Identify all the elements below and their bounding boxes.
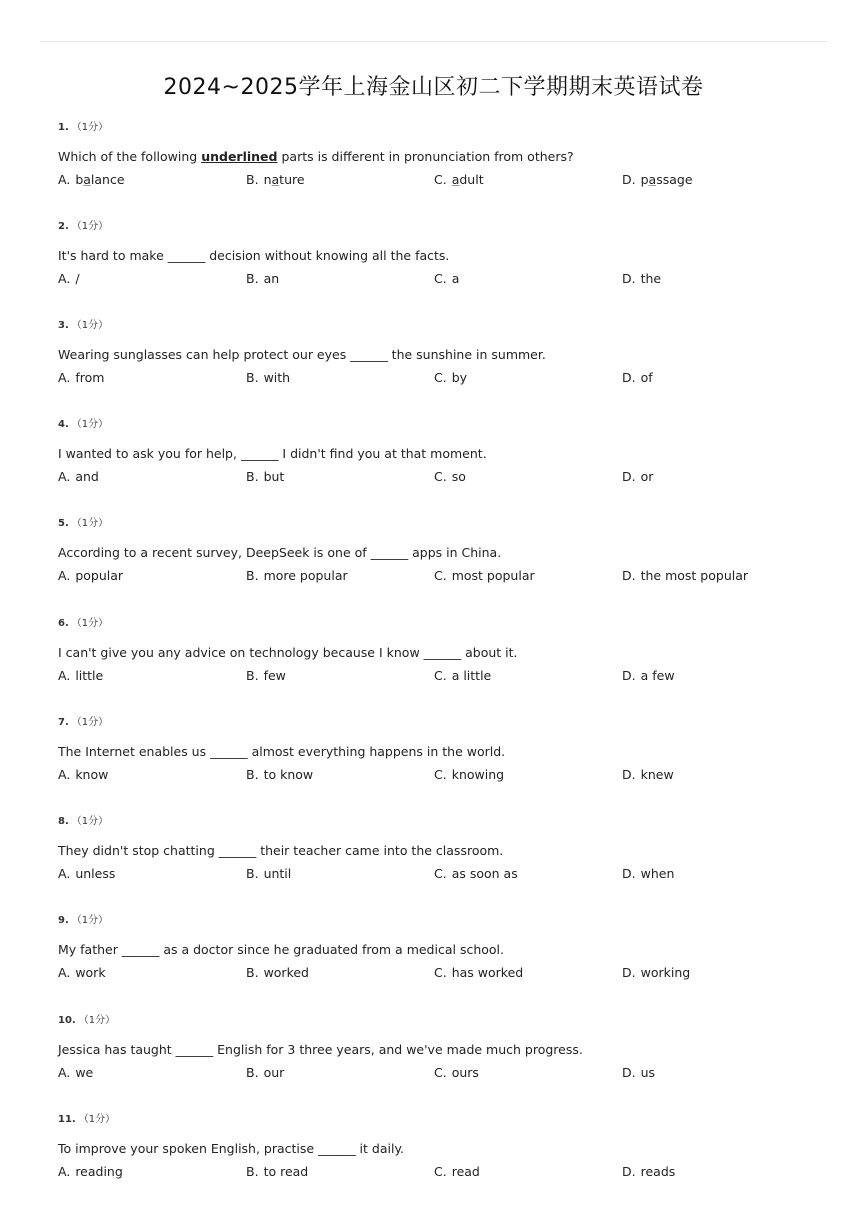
option-b[interactable]: B. an bbox=[246, 271, 280, 286]
options-row bbox=[58, 370, 838, 386]
option-a[interactable]: A. balance bbox=[58, 172, 125, 187]
question-text: Which of the following underlined parts is different in pronunciation from others? bbox=[58, 149, 574, 164]
option-d[interactable]: D. or bbox=[622, 469, 654, 484]
option-c[interactable]: C. most popular bbox=[434, 568, 535, 583]
question-text: It's hard to make ______ decision without knowing all the facts. bbox=[58, 248, 450, 263]
question-text: I wanted to ask you for help, ______ I didn't find you at that moment. bbox=[58, 446, 487, 461]
question-5 bbox=[58, 517, 838, 584]
option-a[interactable]: A. little bbox=[58, 668, 104, 683]
question-number: 2. （1分） bbox=[58, 221, 109, 232]
option-b[interactable]: B. until bbox=[246, 866, 292, 881]
option-c[interactable]: C. by bbox=[434, 370, 468, 385]
option-b[interactable]: B. few bbox=[246, 668, 286, 683]
question-number: 11. （1分） bbox=[58, 1114, 116, 1125]
question-4 bbox=[58, 418, 838, 485]
question-number: 7. （1分） bbox=[58, 717, 109, 728]
option-d[interactable]: D. reads bbox=[622, 1164, 676, 1179]
options-row bbox=[58, 172, 838, 188]
option-a[interactable]: A. from bbox=[58, 370, 105, 385]
option-c[interactable]: C. read bbox=[434, 1164, 480, 1179]
options-row bbox=[58, 668, 838, 684]
question-7 bbox=[58, 716, 838, 783]
question-6 bbox=[58, 617, 838, 684]
option-c[interactable]: C. a bbox=[434, 271, 460, 286]
question-9 bbox=[58, 914, 838, 981]
question-number: 1. （1分） bbox=[58, 122, 109, 133]
options-row bbox=[58, 866, 838, 882]
question-text: According to a recent survey, DeepSeek is one of ______ apps in China. bbox=[58, 545, 502, 560]
question-1 bbox=[58, 121, 838, 188]
option-a[interactable]: A. popular bbox=[58, 568, 124, 583]
question-number: 5. （1分） bbox=[58, 518, 109, 529]
option-b[interactable]: B. more popular bbox=[246, 568, 348, 583]
page-title: 2024~2025学年上海金山区初二下学期期末英语试卷 bbox=[163, 75, 704, 100]
option-c[interactable]: C. so bbox=[434, 469, 466, 484]
option-a[interactable]: A. and bbox=[58, 469, 99, 484]
option-d[interactable]: D. us bbox=[622, 1065, 656, 1080]
top-divider bbox=[40, 41, 827, 42]
question-number: 8. （1分） bbox=[58, 816, 109, 827]
option-a[interactable]: A. we bbox=[58, 1065, 94, 1080]
option-c[interactable]: C. as soon as bbox=[434, 866, 518, 881]
question-3 bbox=[58, 319, 838, 386]
option-d[interactable]: D. the bbox=[622, 271, 662, 286]
question-2 bbox=[58, 220, 838, 287]
options-row bbox=[58, 767, 838, 783]
option-b[interactable]: B. nature bbox=[246, 172, 305, 187]
question-10 bbox=[58, 1014, 838, 1081]
option-a[interactable]: A. unless bbox=[58, 866, 116, 881]
question-text: Jessica has taught ______ English for 3 three years, and we've made much progress. bbox=[58, 1042, 583, 1057]
option-c[interactable]: C. knowing bbox=[434, 767, 505, 782]
option-d[interactable]: D. a few bbox=[622, 668, 675, 683]
option-d[interactable]: D. the most popular bbox=[622, 568, 749, 583]
option-d[interactable]: D. working bbox=[622, 965, 691, 980]
question-number: 9. （1分） bbox=[58, 915, 109, 926]
options-row bbox=[58, 271, 838, 287]
question-text: My father ______ as a doctor since he graduated from a medical school. bbox=[58, 942, 504, 957]
options-row bbox=[58, 1164, 838, 1180]
question-number: 3. （1分） bbox=[58, 320, 109, 331]
option-b[interactable]: B. but bbox=[246, 469, 285, 484]
option-a[interactable]: A. work bbox=[58, 965, 106, 980]
question-11 bbox=[58, 1113, 838, 1180]
option-a[interactable]: A. know bbox=[58, 767, 109, 782]
question-text: To improve your spoken English, practise ______ it daily. bbox=[58, 1141, 405, 1156]
options-row bbox=[58, 965, 838, 981]
option-b[interactable]: B. to know bbox=[246, 767, 314, 782]
question-number: 4. （1分） bbox=[58, 419, 109, 430]
question-text: The Internet enables us ______ almost everything happens in the world. bbox=[58, 744, 506, 759]
question-8 bbox=[58, 815, 838, 882]
options-row bbox=[58, 568, 838, 584]
option-b[interactable]: B. worked bbox=[246, 965, 309, 980]
option-d[interactable]: D. when bbox=[622, 866, 675, 881]
option-a[interactable]: A. reading bbox=[58, 1164, 123, 1179]
options-row bbox=[58, 1065, 838, 1081]
option-b[interactable]: B. with bbox=[246, 370, 291, 385]
option-d[interactable]: D. knew bbox=[622, 767, 674, 782]
underlined-word: underlined bbox=[201, 149, 278, 164]
option-c[interactable]: C. a little bbox=[434, 668, 492, 683]
question-text: They didn't stop chatting ______ their teacher came into the classroom. bbox=[58, 843, 504, 858]
question-number: 10. （1分） bbox=[58, 1015, 116, 1026]
option-c[interactable]: C. has worked bbox=[434, 965, 524, 980]
option-b[interactable]: B. our bbox=[246, 1065, 285, 1080]
option-c[interactable]: C. adult bbox=[434, 172, 484, 187]
options-row bbox=[58, 469, 838, 485]
option-d[interactable]: D. passage bbox=[622, 172, 693, 187]
question-text: Wearing sunglasses can help protect our eyes ______ the sunshine in summer. bbox=[58, 347, 546, 362]
option-a[interactable]: A. / bbox=[58, 271, 80, 286]
option-d[interactable]: D. of bbox=[622, 370, 653, 385]
question-text: I can't give you any advice on technology because I know ______ about it. bbox=[58, 645, 518, 660]
question-number: 6. （1分） bbox=[58, 618, 109, 629]
option-c[interactable]: C. ours bbox=[434, 1065, 479, 1080]
option-b[interactable]: B. to read bbox=[246, 1164, 309, 1179]
